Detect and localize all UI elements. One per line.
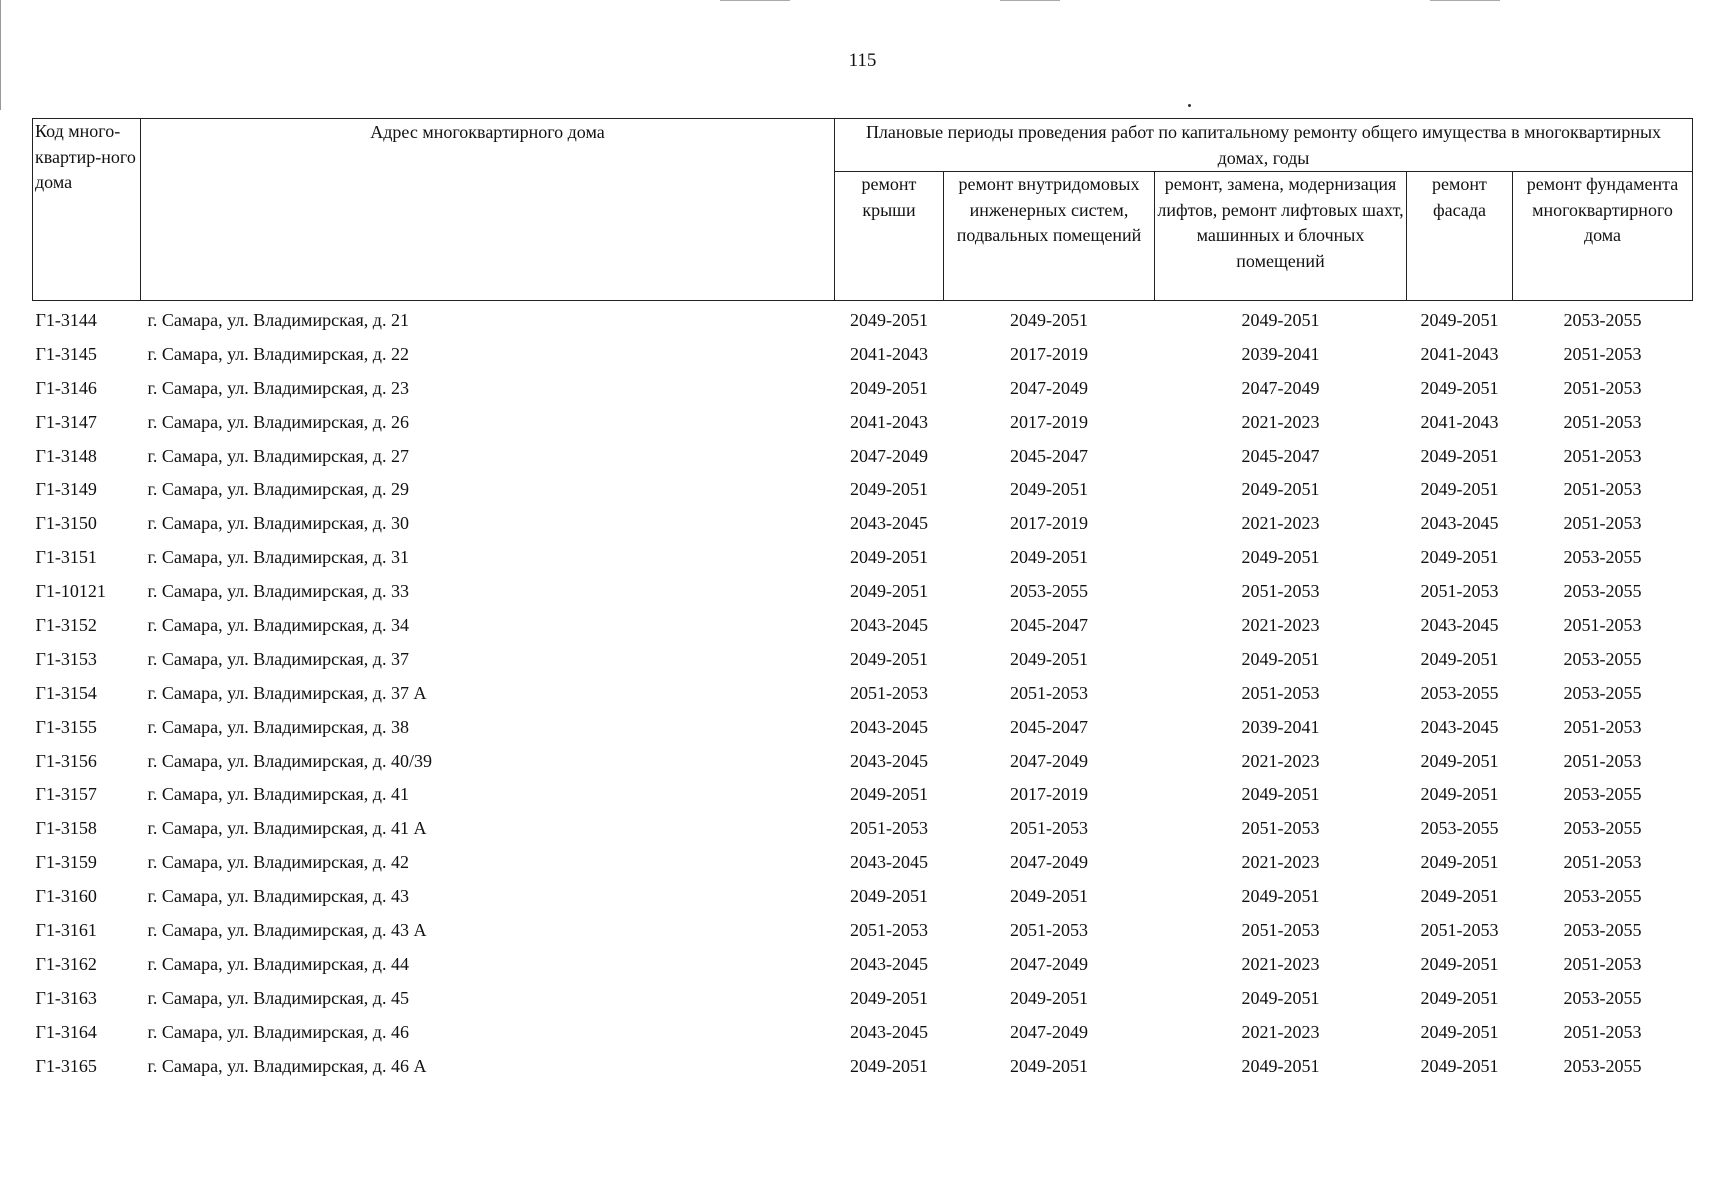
engineering-period-cell: 2051-2053 (1010, 919, 1088, 940)
roof-period-cell: 2051-2053 (850, 682, 928, 703)
address-cell: г. Самара, ул. Владимирская, д. 43 (147, 886, 409, 907)
table-row (33, 405, 1693, 439)
foundation-period-cell: 2053-2055 (1563, 987, 1642, 1008)
address-cell: г. Самара, ул. Владимирская, д. 21 (147, 309, 409, 330)
address-cell: г. Самара, ул. Владимирская, д. 43 А (147, 919, 427, 940)
address-cell: г. Самара, ул. Владимирская, д. 29 (147, 479, 409, 500)
elevators-period-cell: 2049-2051 (1241, 309, 1320, 330)
code-cell: Г1-3155 (35, 716, 97, 737)
elevators-period-cell: 2021-2023 (1241, 614, 1320, 635)
roof-period-cell: 2049-2051 (850, 547, 928, 568)
engineering-period-cell: 2045-2047 (1010, 716, 1088, 737)
table-row (33, 811, 1693, 845)
engineering-period-cell: 2047-2049 (1010, 377, 1088, 398)
roof-period-cell: 2049-2051 (850, 648, 928, 669)
engineering-period-cell: 2049-2051 (1010, 648, 1088, 669)
header-periods (835, 119, 1693, 172)
engineering-period-cell: 2049-2051 (1010, 479, 1088, 500)
facade-period-cell: 2049-2051 (1420, 648, 1499, 669)
table-row (33, 574, 1693, 608)
facade-period-cell: 2053-2055 (1420, 818, 1499, 839)
engineering-period-cell: 2051-2053 (1010, 682, 1088, 703)
roof-period-cell: 2049-2051 (850, 479, 928, 500)
address-cell: г. Самара, ул. Владимирская, д. 31 (147, 547, 409, 568)
table-row (33, 947, 1693, 981)
code-cell: Г1-3150 (35, 513, 97, 534)
foundation-period-cell: 2053-2055 (1563, 309, 1642, 330)
table-row (33, 913, 1693, 947)
code-cell: Г1-3159 (35, 852, 97, 873)
table-row (33, 845, 1693, 879)
foundation-period-cell: 2053-2055 (1563, 886, 1642, 907)
facade-period-cell: 2049-2051 (1420, 547, 1499, 568)
foundation-period-cell: 2051-2053 (1563, 716, 1642, 737)
foundation-period-cell: 2053-2055 (1563, 682, 1642, 703)
facade-period-cell: 2051-2053 (1420, 919, 1499, 940)
address-cell: г. Самара, ул. Владимирская, д. 37 А (147, 682, 427, 703)
code-cell: Г1-3160 (35, 886, 97, 907)
code-cell: Г1-3162 (35, 953, 97, 974)
engineering-period-cell: 2049-2051 (1010, 1055, 1088, 1076)
address-cell: г. Самара, ул. Владимирская, д. 33 (147, 581, 409, 602)
elevators-period-cell: 2047-2049 (1241, 377, 1320, 398)
foundation-period-cell: 2051-2053 (1563, 479, 1642, 500)
foundation-period-cell: 2051-2053 (1563, 750, 1642, 771)
address-cell: г. Самара, ул. Владимирская, д. 46 (147, 1021, 409, 1042)
engineering-period-cell: 2017-2019 (1010, 513, 1088, 534)
header-facade (1407, 172, 1513, 301)
foundation-period-cell: 2051-2053 (1563, 377, 1642, 398)
roof-period-cell: 2049-2051 (850, 581, 928, 602)
table-row (33, 439, 1693, 473)
facade-period-cell: 2043-2045 (1420, 614, 1499, 635)
facade-period-cell: 2043-2045 (1420, 513, 1499, 534)
code-cell: Г1-3165 (35, 1055, 97, 1076)
facade-period-cell: 2049-2051 (1420, 1055, 1499, 1076)
table-header (33, 119, 1693, 301)
header-roof-label: ремонт крыши (861, 174, 917, 220)
repair-schedule-table (32, 118, 1693, 1082)
address-cell: г. Самара, ул. Владимирская, д. 46 А (147, 1055, 427, 1076)
header-roof (835, 172, 944, 301)
engineering-period-cell: 2047-2049 (1010, 1021, 1088, 1042)
elevators-period-cell: 2049-2051 (1241, 479, 1320, 500)
header-address (141, 119, 835, 301)
roof-period-cell: 2047-2049 (850, 445, 928, 466)
facade-period-cell: 2051-2053 (1420, 581, 1499, 602)
elevators-period-cell: 2049-2051 (1241, 1055, 1320, 1076)
code-cell: Г1-3144 (35, 309, 97, 330)
table-row (33, 981, 1693, 1015)
code-cell: Г1-3156 (35, 750, 97, 771)
foundation-period-cell: 2053-2055 (1563, 581, 1642, 602)
elevators-period-cell: 2051-2053 (1241, 581, 1320, 602)
facade-period-cell: 2049-2051 (1420, 852, 1499, 873)
header-elevators-label: ремонт, замена, модернизация лифтов, ремонт лифтовых шахт, машинных и блочных помещений (1157, 174, 1404, 271)
table-row (33, 777, 1693, 811)
engineering-period-cell: 2049-2051 (1010, 547, 1088, 568)
elevators-period-cell: 2021-2023 (1241, 750, 1320, 771)
code-cell: Г1-3161 (35, 919, 97, 940)
address-cell: г. Самара, ул. Владимирская, д. 22 (147, 343, 409, 364)
code-cell: Г1-3149 (35, 479, 97, 500)
foundation-period-cell: 2053-2055 (1563, 1055, 1642, 1076)
table-row (33, 608, 1693, 642)
engineering-period-cell: 2017-2019 (1010, 343, 1088, 364)
facade-period-cell: 2041-2043 (1420, 343, 1499, 364)
table-row (33, 540, 1693, 574)
engineering-period-cell: 2049-2051 (1010, 886, 1088, 907)
foundation-period-cell: 2051-2053 (1563, 1021, 1642, 1042)
elevators-period-cell: 2021-2023 (1241, 953, 1320, 974)
address-cell: г. Самара, ул. Владимирская, д. 44 (147, 953, 409, 974)
elevators-period-cell: 2045-2047 (1241, 445, 1320, 466)
roof-period-cell: 2051-2053 (850, 818, 928, 839)
foundation-period-cell: 2053-2055 (1563, 919, 1642, 940)
foundation-period-cell: 2053-2055 (1563, 818, 1642, 839)
engineering-period-cell: 2051-2053 (1010, 818, 1088, 839)
header-elevators (1155, 172, 1407, 301)
elevators-period-cell: 2039-2041 (1241, 716, 1320, 737)
facade-period-cell: 2041-2043 (1420, 411, 1499, 432)
elevators-period-cell: 2039-2041 (1241, 343, 1320, 364)
foundation-period-cell: 2051-2053 (1563, 445, 1642, 466)
roof-period-cell: 2049-2051 (850, 886, 928, 907)
header-engineering-label: ремонт внутридомовых инженерных систем, подвальных помещений (956, 174, 1142, 245)
roof-period-cell: 2049-2051 (850, 1055, 928, 1076)
code-cell: Г1-10121 (35, 581, 106, 602)
code-cell: Г1-3154 (35, 682, 97, 703)
code-cell: Г1-3151 (35, 547, 97, 568)
foundation-period-cell: 2051-2053 (1563, 852, 1642, 873)
facade-period-cell: 2049-2051 (1420, 479, 1499, 500)
elevators-period-cell: 2049-2051 (1241, 987, 1320, 1008)
code-cell: Г1-3164 (35, 1021, 97, 1042)
header-periods-label: Плановые периоды проведения работ по капитальному ремонту общего имущества в многоквартирных домах, годы (865, 122, 1662, 168)
address-cell: г. Самара, ул. Владимирская, д. 41 А (147, 818, 427, 839)
roof-period-cell: 2051-2053 (850, 919, 928, 940)
roof-period-cell: 2041-2043 (850, 411, 928, 432)
facade-period-cell: 2049-2051 (1420, 750, 1499, 771)
code-cell: Г1-3145 (35, 343, 97, 364)
table-body (33, 301, 1693, 1083)
table-row (33, 1015, 1693, 1049)
table-row (33, 371, 1693, 405)
address-cell: г. Самара, ул. Владимирская, д. 38 (147, 716, 409, 737)
stray-dot (1188, 104, 1191, 107)
address-cell: г. Самара, ул. Владимирская, д. 41 (147, 784, 409, 805)
roof-period-cell: 2049-2051 (850, 309, 928, 330)
foundation-period-cell: 2053-2055 (1563, 784, 1642, 805)
address-cell: г. Самара, ул. Владимирская, д. 40/39 (147, 750, 432, 771)
roof-period-cell: 2043-2045 (850, 513, 928, 534)
address-cell: г. Самара, ул. Владимирская, д. 26 (147, 411, 409, 432)
roof-period-cell: 2049-2051 (850, 377, 928, 398)
scan-artifact (1430, 0, 1500, 1)
scan-artifact (720, 0, 790, 1)
foundation-period-cell: 2053-2055 (1563, 648, 1642, 669)
table-row (33, 676, 1693, 710)
facade-period-cell: 2049-2051 (1420, 953, 1499, 974)
facade-period-cell: 2053-2055 (1420, 682, 1499, 703)
roof-period-cell: 2043-2045 (850, 953, 928, 974)
engineering-period-cell: 2047-2049 (1010, 852, 1088, 873)
table-row (33, 301, 1693, 337)
code-cell: Г1-3163 (35, 987, 97, 1008)
facade-period-cell: 2049-2051 (1420, 1021, 1499, 1042)
elevators-period-cell: 2051-2053 (1241, 919, 1320, 940)
elevators-period-cell: 2049-2051 (1241, 886, 1320, 907)
table-row (33, 1049, 1693, 1083)
scan-artifact (1000, 0, 1060, 1)
foundation-period-cell: 2051-2053 (1563, 343, 1642, 364)
elevators-period-cell: 2049-2051 (1241, 547, 1320, 568)
header-foundation-label: ремонт фундамента многоквартирного дома (1526, 174, 1679, 245)
engineering-period-cell: 2053-2055 (1010, 581, 1088, 602)
address-cell: г. Самара, ул. Владимирская, д. 45 (147, 987, 409, 1008)
table-row (33, 337, 1693, 371)
engineering-period-cell: 2047-2049 (1010, 953, 1088, 974)
roof-period-cell: 2049-2051 (850, 784, 928, 805)
header-facade-label: ремонт фасада (1432, 174, 1487, 220)
engineering-period-cell: 2045-2047 (1010, 445, 1088, 466)
table-row (33, 642, 1693, 676)
engineering-period-cell: 2049-2051 (1010, 987, 1088, 1008)
facade-period-cell: 2043-2045 (1420, 716, 1499, 737)
engineering-period-cell: 2047-2049 (1010, 750, 1088, 771)
facade-period-cell: 2049-2051 (1420, 886, 1499, 907)
page-number: 115 (848, 50, 877, 71)
roof-period-cell: 2043-2045 (850, 852, 928, 873)
address-cell: г. Самара, ул. Владимирская, д. 27 (147, 445, 409, 466)
code-cell: Г1-3148 (35, 445, 97, 466)
header-code-label: Код много-квартир-ного дома (35, 121, 136, 192)
foundation-period-cell: 2051-2053 (1563, 411, 1642, 432)
facade-period-cell: 2049-2051 (1420, 784, 1499, 805)
roof-period-cell: 2049-2051 (850, 987, 928, 1008)
engineering-period-cell: 2049-2051 (1010, 309, 1088, 330)
foundation-period-cell: 2053-2055 (1563, 547, 1642, 568)
code-cell: Г1-3153 (35, 648, 97, 669)
elevators-period-cell: 2021-2023 (1241, 411, 1320, 432)
table-row (33, 744, 1693, 778)
address-cell: г. Самара, ул. Владимирская, д. 30 (147, 513, 409, 534)
table-row (33, 472, 1693, 506)
address-cell: г. Самара, ул. Владимирская, д. 34 (147, 614, 409, 635)
engineering-period-cell: 2045-2047 (1010, 614, 1088, 635)
elevators-period-cell: 2021-2023 (1241, 513, 1320, 534)
foundation-period-cell: 2051-2053 (1563, 953, 1642, 974)
facade-period-cell: 2049-2051 (1420, 445, 1499, 466)
elevators-period-cell: 2049-2051 (1241, 648, 1320, 669)
address-cell: г. Самара, ул. Владимирская, д. 42 (147, 852, 409, 873)
roof-period-cell: 2043-2045 (850, 614, 928, 635)
elevators-period-cell: 2021-2023 (1241, 852, 1320, 873)
code-cell: Г1-3157 (35, 784, 97, 805)
address-cell: г. Самара, ул. Владимирская, д. 23 (147, 377, 409, 398)
table-row (33, 710, 1693, 744)
engineering-period-cell: 2017-2019 (1010, 411, 1088, 432)
roof-period-cell: 2041-2043 (850, 343, 928, 364)
roof-period-cell: 2043-2045 (850, 1021, 928, 1042)
code-cell: Г1-3146 (35, 377, 97, 398)
header-address-label: Адрес многоквартирного дома (370, 122, 605, 142)
table-row (33, 879, 1693, 913)
foundation-period-cell: 2051-2053 (1563, 513, 1642, 534)
header-code (33, 119, 141, 301)
elevators-period-cell: 2051-2053 (1241, 818, 1320, 839)
code-cell: Г1-3158 (35, 818, 97, 839)
roof-period-cell: 2043-2045 (850, 750, 928, 771)
roof-period-cell: 2043-2045 (850, 716, 928, 737)
address-cell: г. Самара, ул. Владимирская, д. 37 (147, 648, 409, 669)
header-engineering (944, 172, 1155, 301)
facade-period-cell: 2049-2051 (1420, 309, 1499, 330)
foundation-period-cell: 2051-2053 (1563, 614, 1642, 635)
elevators-period-cell: 2051-2053 (1241, 682, 1320, 703)
elevators-period-cell: 2021-2023 (1241, 1021, 1320, 1042)
facade-period-cell: 2049-2051 (1420, 377, 1499, 398)
engineering-period-cell: 2017-2019 (1010, 784, 1088, 805)
elevators-period-cell: 2049-2051 (1241, 784, 1320, 805)
code-cell: Г1-3152 (35, 614, 97, 635)
header-foundation (1513, 172, 1693, 301)
code-cell: Г1-3147 (35, 411, 97, 432)
facade-period-cell: 2049-2051 (1420, 987, 1499, 1008)
table-row (33, 506, 1693, 540)
